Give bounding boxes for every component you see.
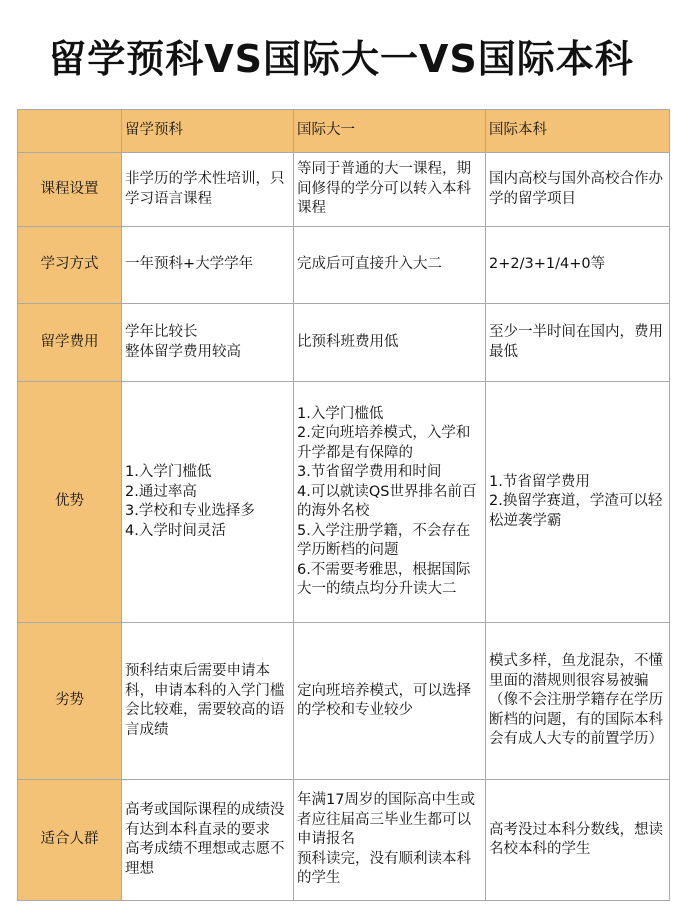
header-intl-bachelor: 国际本科	[486, 110, 670, 153]
table-cell: 定向班培养模式，可以选择的学校和专业较少	[294, 623, 486, 780]
table-cell: 国内高校与国外高校合作办学的留学项目	[486, 153, 670, 227]
table-cell: 1.节省留学费用 2.换留学赛道，学渣可以轻松逆袭学霸	[486, 382, 670, 623]
comparison-table	[17, 109, 670, 901]
table-row	[18, 153, 670, 227]
table-cell: 比预科班费用低	[294, 304, 486, 382]
row-label: 劣势	[18, 623, 122, 780]
table-cell: 2+2/3+1/4+0等	[486, 227, 670, 304]
table-cell: 1.入学门槛低 2.通过率高 3.学校和专业选择多 4.入学时间灵活	[122, 382, 294, 623]
table-row	[18, 304, 670, 382]
table-cell: 完成后可直接升入大二	[294, 227, 486, 304]
table-cell: 至少一半时间在国内，费用最低	[486, 304, 670, 382]
table-row	[18, 227, 670, 304]
table-cell: 年满17周岁的国际高中生或者应往届高三毕业生都可以申请报名 预科读完，没有顺利读本科的学生	[294, 780, 486, 901]
row-label: 适合人群	[18, 780, 122, 901]
row-label: 优势	[18, 382, 122, 623]
table-cell: 非学历的学术性培训，只学习语言课程	[122, 153, 294, 227]
header-corner	[18, 110, 122, 153]
table-row	[18, 780, 670, 901]
header-intl-year-one: 国际大一	[294, 110, 486, 153]
table-row	[18, 382, 670, 623]
table-cell: 高考或国际课程的成绩没有达到本科直录的要求 高考成绩不理想或志愿不理想	[122, 780, 294, 901]
row-label: 学习方式	[18, 227, 122, 304]
table-cell: 1.入学门槛低 2.定向班培养模式，入学和升学都是有保障的 3.节省留学费用和时间 4.可以就读QS世界排名前百的海外名校 5.入学注册学籍，不会存在学历断档的问题 6.不需要考雅思，根据国际大一的绩点均分升读大二	[294, 382, 486, 623]
table-header-row	[18, 110, 670, 153]
table-cell: 预科结束后需要申请本科，申请本科的入学门槛会比较难，需要较高的语言成绩	[122, 623, 294, 780]
table-cell: 高考没过本科分数线，想读名校本科的学生	[486, 780, 670, 901]
table-cell: 模式多样，鱼龙混杂，不懂里面的潜规则很容易被骗（像不会注册学籍存在学历断档的问题，有的国际本科会有成人大专的前置学历）	[486, 623, 670, 780]
page-title: 留学预科VS国际大一VS国际本科	[48, 37, 634, 81]
table-cell: 等同于普通的大一课程，期间修得的学分可以转入本科课程	[294, 153, 486, 227]
row-label: 课程设置	[18, 153, 122, 227]
table-cell: 学年比较长 整体留学费用较高	[122, 304, 294, 382]
header-prep: 留学预科	[122, 110, 294, 153]
table-cell: 一年预科+大学学年	[122, 227, 294, 304]
row-label: 留学费用	[18, 304, 122, 382]
table-row	[18, 623, 670, 780]
